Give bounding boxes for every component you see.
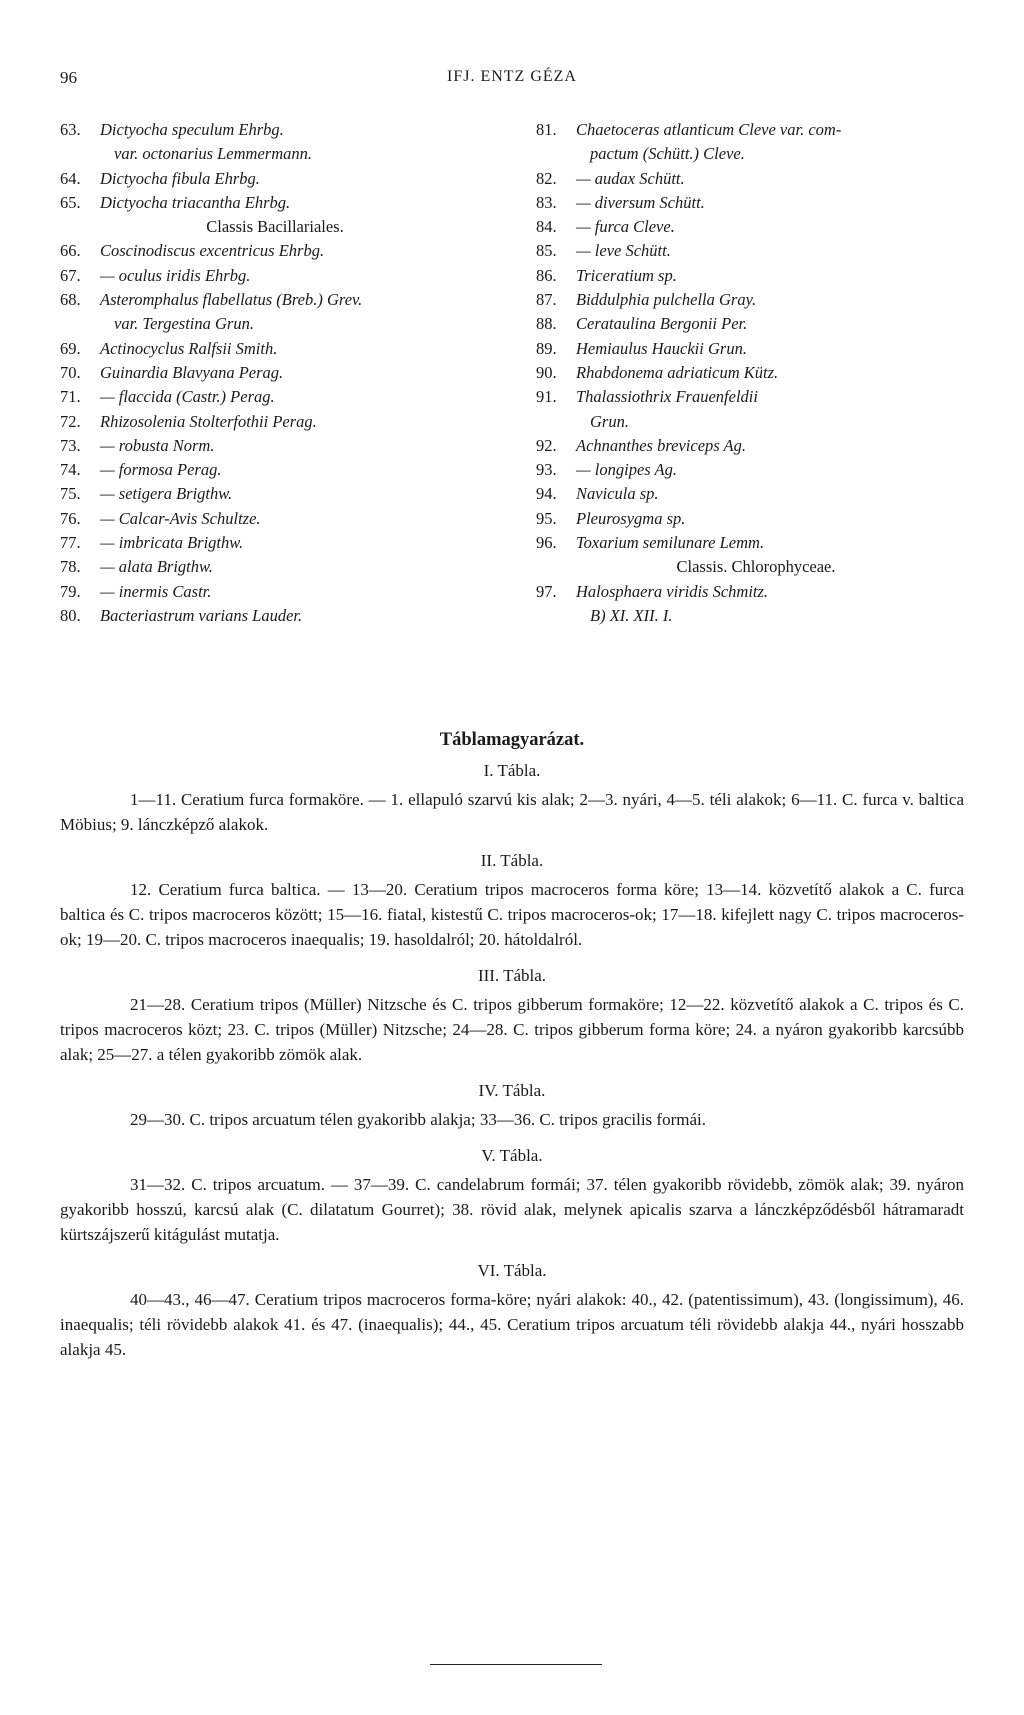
list-item xyxy=(60,458,490,482)
item-number: 95. xyxy=(536,508,557,528)
item-taxon: Achnanthes breviceps Ag. xyxy=(576,435,746,455)
list-item xyxy=(536,507,976,531)
plate-description: 12. Ceratium furca baltica. — 13—20. Ceratium tripos macroceros forma köre; 13—14. közvetítő alakok a C. furca baltica és C. tripos macroceros között; 15—16. fiatal, kistestű C. tripos macroceros-ok; 17—18. kifejlett nagy C. tripos macroceros-ok; 19—20. C. tripos macroceros inaequalis; 19. hasoldalról; 20. hátoldalról. xyxy=(60,880,964,949)
item-taxon: Coscinodiscus excentricus Ehrbg. xyxy=(100,241,325,261)
list-item xyxy=(536,604,976,628)
plate-description: 29—30. C. tripos arcuatum télen gyakoribb alakja; 33—36. C. tripos gracilis formái. xyxy=(130,1110,706,1129)
item-taxon: Bacteriastrum varians Lauder. xyxy=(100,605,303,625)
list-item xyxy=(60,361,490,385)
list-item xyxy=(536,580,976,604)
item-number: 63. xyxy=(60,120,81,139)
item-number: 82. xyxy=(536,168,557,188)
species-list-left xyxy=(60,118,490,628)
item-number: 78. xyxy=(60,557,81,577)
item-number xyxy=(60,142,100,166)
end-rule xyxy=(430,1664,602,1665)
running-title: IFJ. ENTZ GÉZA xyxy=(447,68,577,85)
item-number: 80. xyxy=(60,605,81,625)
item-taxon: Actinocyclus Ralfsii Smith. xyxy=(100,338,278,358)
item-taxon: Chaetoceras atlanticum Cleve var. com- xyxy=(576,120,842,139)
item-number: 90. xyxy=(536,362,557,382)
item-taxon: Rhabdonema adriaticum Kütz. xyxy=(576,362,779,382)
item-taxon: Grun. xyxy=(590,411,629,431)
item-taxon: — oculus iridis Ehrbg. xyxy=(100,265,251,285)
plate-description: 1—11. Ceratium furca formaköre. — 1. ellapuló szarvú kis alak; 2—3. nyári, 4—5. téli alakok; 6—11. C. furca v. baltica Möbius; 9. lánczképző alakok. xyxy=(60,790,964,834)
list-item xyxy=(60,434,490,458)
item-number xyxy=(536,142,576,166)
item-taxon: Hemiaulus Hauckii Grun. xyxy=(576,338,747,358)
item-number: 65. xyxy=(60,192,81,212)
item-number xyxy=(536,604,576,628)
list-item xyxy=(536,264,976,288)
item-taxon: Dictyocha fibula Ehrbg. xyxy=(100,168,260,188)
item-number: 74. xyxy=(60,460,81,480)
item-taxon: Thalassiothrix Frauenfeldii xyxy=(576,387,758,407)
item-taxon: — setigera Brigthw. xyxy=(100,484,233,504)
item-number: 84. xyxy=(536,217,557,237)
list-item xyxy=(536,482,976,506)
list-item xyxy=(60,482,490,506)
item-taxon: — leve Schütt. xyxy=(576,241,671,261)
item-number: 64. xyxy=(60,168,81,188)
item-number: 76. xyxy=(60,508,81,528)
plate-label: III. Tábla. xyxy=(477,966,547,985)
item-taxon: — furca Cleve. xyxy=(576,217,675,237)
list-item xyxy=(60,555,490,579)
item-taxon: Rhizosolenia Stolterfothii Perag. xyxy=(100,411,317,431)
item-number: 75. xyxy=(60,484,81,504)
list-item xyxy=(536,288,976,312)
item-number: 70. xyxy=(60,362,81,382)
list-item xyxy=(536,337,976,361)
page-number: 96 xyxy=(60,68,77,87)
item-number: 83. xyxy=(536,192,557,212)
list-item xyxy=(536,555,976,579)
item-number: 86. xyxy=(536,265,557,285)
plate-label: VI. Tábla. xyxy=(477,1261,547,1280)
item-taxon: — audax Schütt. xyxy=(576,168,685,188)
plate-label: V. Tábla. xyxy=(481,1146,543,1165)
item-taxon: Triceratium sp. xyxy=(576,265,677,285)
item-number: 89. xyxy=(536,338,557,358)
item-number: 71. xyxy=(60,387,81,407)
item-taxon: var. octonarius Lemmermann. xyxy=(114,144,312,164)
item-number: 85. xyxy=(536,241,557,261)
item-number: 73. xyxy=(60,435,81,455)
item-number: 68. xyxy=(60,290,81,310)
item-number: 97. xyxy=(536,581,557,601)
list-item xyxy=(60,167,490,191)
list-item xyxy=(60,604,490,628)
plate-label: II. Tábla. xyxy=(480,851,544,870)
item-number: 94. xyxy=(536,484,557,504)
item-taxon: var. Tergestina Grun. xyxy=(114,314,254,334)
list-item xyxy=(536,167,976,191)
item-taxon: — robusta Norm. xyxy=(100,435,215,455)
item-taxon: Guinardia Blavyana Perag. xyxy=(100,362,284,382)
item-number xyxy=(60,215,100,239)
item-taxon: — formosa Perag. xyxy=(100,460,222,480)
plate-explanations xyxy=(60,730,964,1376)
item-taxon: Biddulphia pulchella Gray. xyxy=(576,290,757,310)
item-taxon: Dictyocha speculum Ehrbg. xyxy=(100,120,284,139)
item-number: 93. xyxy=(536,460,557,480)
item-number: 66. xyxy=(60,241,81,261)
list-item xyxy=(60,288,490,312)
item-taxon: Navicula sp. xyxy=(576,484,659,504)
item-number: 87. xyxy=(536,290,557,310)
item-taxon: Dictyocha triacantha Ehrbg. xyxy=(100,192,291,212)
item-taxon: — inermis Castr. xyxy=(100,581,212,601)
list-item xyxy=(60,215,490,239)
list-item xyxy=(536,458,976,482)
list-item xyxy=(536,385,976,409)
item-number: 91. xyxy=(536,387,557,407)
item-number xyxy=(536,555,576,579)
item-taxon: — Calcar-Avis Schultze. xyxy=(100,508,261,528)
item-taxon: pactum (Schütt.) Cleve. xyxy=(590,144,745,164)
list-item xyxy=(60,239,490,263)
item-number: 81. xyxy=(536,120,557,139)
list-item xyxy=(60,264,490,288)
list-item xyxy=(60,118,490,142)
list-item xyxy=(536,191,976,215)
item-taxon: — flaccida (Castr.) Perag. xyxy=(100,387,275,407)
item-taxon: Pleurosygma sp. xyxy=(576,508,686,528)
item-taxon: Classis. Chlorophyceae. xyxy=(676,557,836,577)
list-item xyxy=(536,239,976,263)
item-taxon: Classis Bacillariales. xyxy=(206,217,344,237)
item-number: 96. xyxy=(536,533,557,553)
list-item xyxy=(60,385,490,409)
item-taxon: Toxarium semilunare Lemm. xyxy=(576,533,765,553)
item-taxon: Halosphaera viridis Schmitz. xyxy=(576,581,769,601)
list-item xyxy=(60,531,490,555)
list-item xyxy=(60,191,490,215)
item-number xyxy=(60,312,100,336)
plate-description: 40—43., 46—47. Ceratium tripos macroceros forma-köre; nyári alakok: 40., 42. (patentissimum), 43. (longissimum), 46. inaequalis; téli rövidebb alakok 41. és 47. (inaequalis); 44., 45. Ceratium tripos arcuatum téli rövidebb alakja 44., nyári hosszabb alakja 45. xyxy=(60,1290,964,1359)
item-taxon: B) XI. XII. I. xyxy=(590,605,673,625)
item-taxon: Asteromphalus flabellatus (Breb.) Grev. xyxy=(100,290,363,310)
item-taxon: — imbricata Brigthw. xyxy=(100,533,244,553)
plate-description: 31—32. C. tripos arcuatum. — 37—39. C. candelabrum formái; 37. télen gyakoribb rövidebb, zömök alak; 39. nyáron gyakoribb hosszú, karcsú alak (C. dilatatum Gourret); 38. rövid alak, melynek apicalis szarva a lánczképződésből hátramaradt kürtszájszerű kitágulást mutatja. xyxy=(60,1175,964,1244)
list-item xyxy=(536,118,976,142)
list-item xyxy=(536,434,976,458)
list-item xyxy=(60,337,490,361)
list-item xyxy=(536,361,976,385)
list-item xyxy=(536,142,976,166)
item-number: 67. xyxy=(60,265,81,285)
list-item xyxy=(60,312,490,336)
item-taxon: Cerataulina Bergonii Per. xyxy=(576,314,748,334)
item-taxon: — longipes Ag. xyxy=(576,460,677,480)
item-number xyxy=(536,410,576,434)
list-item xyxy=(60,410,490,434)
section-title: Táblamagyarázat. xyxy=(439,730,585,750)
plate-description: 21—28. Ceratium tripos (Müller) Nitzsche és C. tripos gibberum formaköre; 12—22. közvetítő alakok a C. tripos és C. tripos macroceros közt; 23. C. tripos (Müller) Nitzsche; 24—28. C. tripos gibberum forma köre; 24. a nyáron gyakoribb karcsúbb alak; 25—27. a télen gyakoribb zömök alak. xyxy=(60,995,964,1064)
list-item xyxy=(536,312,976,336)
list-item xyxy=(536,215,976,239)
list-item xyxy=(60,507,490,531)
item-number: 79. xyxy=(60,581,81,601)
list-item xyxy=(536,531,976,555)
item-number: 72. xyxy=(60,411,81,431)
item-number: 92. xyxy=(536,435,557,455)
item-number: 77. xyxy=(60,533,81,553)
list-item xyxy=(536,410,976,434)
item-taxon: — alata Brigthw. xyxy=(100,557,213,577)
list-item xyxy=(60,580,490,604)
item-number: 69. xyxy=(60,338,81,358)
page-header xyxy=(0,68,1024,92)
item-number: 88. xyxy=(536,314,557,334)
plate-label: I. Tábla. xyxy=(483,761,541,780)
plate-label: IV. Tábla. xyxy=(478,1081,546,1100)
species-list-right xyxy=(536,118,976,628)
list-item xyxy=(60,142,490,166)
item-taxon: — diversum Schütt. xyxy=(576,192,705,212)
